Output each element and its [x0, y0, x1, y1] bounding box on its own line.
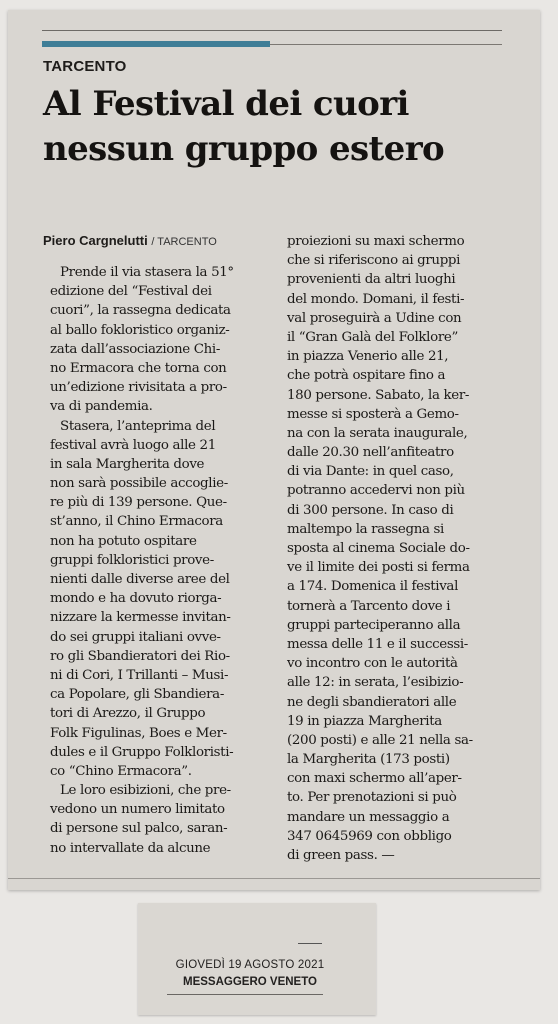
- top-rule: [42, 30, 502, 31]
- text-line: vo incontro con le autorità: [287, 656, 458, 672]
- text-line: val proseguirà a Udine con: [287, 310, 462, 326]
- bottom-rule: [8, 878, 540, 879]
- text-line: gruppi parteciperanno alla: [287, 617, 461, 633]
- text-line: al ballo fokloristico organiz-: [50, 322, 230, 338]
- text-line: di via Dante: in quel caso,: [287, 464, 454, 480]
- text-line: zata dall’associazione Chi-: [50, 341, 221, 357]
- text-line: non sarà possibile accoglie-: [50, 476, 228, 492]
- accent-rule: [42, 41, 270, 47]
- text-line: edizione del “Festival dei: [50, 284, 212, 300]
- text-line: messe si sposterà a Gemo-: [287, 406, 459, 422]
- headline: [43, 82, 513, 172]
- text-line: gruppi folkloristici prove-: [50, 552, 214, 568]
- text-line: che potrà ospitare fino a: [287, 368, 446, 384]
- text-line: ne degli sbandieratori alle: [287, 694, 457, 710]
- footer-dash: [298, 943, 322, 944]
- text-line: tori di Arezzo, il Gruppo: [50, 706, 206, 722]
- text-line: vedono un numero limitato: [50, 802, 225, 818]
- text-line: proiezioni su maxi schermo: [287, 234, 465, 249]
- text-line: maltempo la rassegna si: [287, 521, 444, 537]
- text-line: 347 0645969 con obbligo: [287, 828, 452, 844]
- text-line: cuori”, la rassegna dedicata: [50, 303, 231, 319]
- text-line: ca Popolare, gli Sbandiera-: [50, 687, 224, 703]
- text-line: in piazza Venerio alle 21,: [287, 349, 449, 365]
- dateline: / TARCENTO: [151, 236, 217, 248]
- body-column-right: [287, 232, 515, 865]
- text-line: to. Per prenotazioni si può: [287, 790, 457, 806]
- text-line: do sei gruppi italiani ovve-: [50, 629, 221, 645]
- text-line: di persone sul palco, saran-: [50, 821, 228, 837]
- text-line: no intervallate da alcune: [50, 840, 211, 856]
- text-line: ve il limite dei posti si ferma: [287, 560, 470, 576]
- text-line: con maxi schermo all’aper-: [287, 771, 462, 787]
- text-line: in sala Margherita dove: [50, 456, 205, 472]
- text-line: messa delle 11 e il successi-: [287, 636, 468, 652]
- headline-line-2: nessun gruppo estero: [43, 129, 445, 169]
- text-line: dalle 20.30 nell’anfiteatro: [287, 445, 454, 461]
- text-line: va di pandemia.: [50, 399, 153, 415]
- text-line: Stasera, l’anteprima del: [60, 418, 216, 434]
- text-line: re più di 139 persone. Que-: [50, 495, 227, 511]
- text-line: mandare un messaggio a: [287, 809, 450, 825]
- text-line: che si riferiscono ai gruppi: [287, 253, 461, 269]
- text-line: un’edizione rivisitata a pro-: [50, 380, 227, 396]
- text-line: Le loro esibizioni, che pre-: [60, 783, 231, 799]
- text-line: st’anno, il Chino Ermacora: [50, 514, 223, 530]
- text-line: mondo e ha dovuto riorga-: [50, 591, 222, 607]
- text-line: nienti dalle diverse aree del: [50, 572, 230, 587]
- text-line: nizzare la kermesse invitan-: [50, 610, 231, 626]
- publication-date: GIOVEDÌ 19 AGOSTO 2021: [175, 959, 325, 971]
- footer-rule: [167, 994, 323, 995]
- text-line: ni di Cori, I Trillanti – Musi-: [50, 667, 229, 683]
- text-line: Folk Figulinas, Boes e Mer-: [50, 725, 227, 741]
- author-name: Piero Cargnelutti: [43, 233, 148, 248]
- text-line: festival avrà luogo alle 21: [50, 437, 216, 453]
- text-line: alle 12: in serata, l’esibizio-: [287, 675, 464, 691]
- text-line: potranno accedervi non più: [287, 483, 465, 499]
- text-line: a 174. Domenica il festival: [287, 579, 458, 595]
- text-line: ro gli Sbandieratori dei Rio-: [50, 648, 230, 664]
- text-line: (200 posti) e alle 21 nella sa-: [287, 732, 473, 748]
- text-line: 19 in piazza Margherita: [287, 713, 442, 729]
- text-line: non ha potuto ospitare: [50, 533, 197, 549]
- text-line: il “Gran Galà del Folklore”: [287, 329, 458, 345]
- text-line: la Margherita (173 posti): [287, 752, 450, 768]
- section-kicker: TARCENTO: [43, 58, 127, 75]
- newspaper-name: MESSAGGERO VENETO: [183, 976, 317, 988]
- text-line: tornerà a Tarcento dove i: [287, 598, 451, 614]
- body-column-left: [50, 263, 276, 858]
- text-line: no Ermacora che torna con: [50, 360, 227, 376]
- text-line: del mondo. Domani, il festi-: [287, 291, 465, 307]
- headline-line-1: Al Festival dei cuori: [43, 84, 409, 124]
- text-line: di green pass. —: [287, 848, 395, 863]
- text-line: di 300 persone. In caso di: [287, 502, 454, 518]
- text-line: co “Chino Ermacora”.: [50, 763, 192, 779]
- text-line: na con la serata inaugurale,: [287, 425, 468, 441]
- text-line: dules e il Gruppo Folkloristi-: [50, 744, 234, 760]
- byline: [43, 233, 217, 248]
- text-line: Prende il via stasera la 51°: [60, 265, 234, 280]
- text-line: 180 persone. Sabato, la ker-: [287, 387, 470, 403]
- text-line: provenienti da altri luoghi: [287, 272, 456, 288]
- text-line: sposta al cinema Sociale do-: [287, 541, 470, 556]
